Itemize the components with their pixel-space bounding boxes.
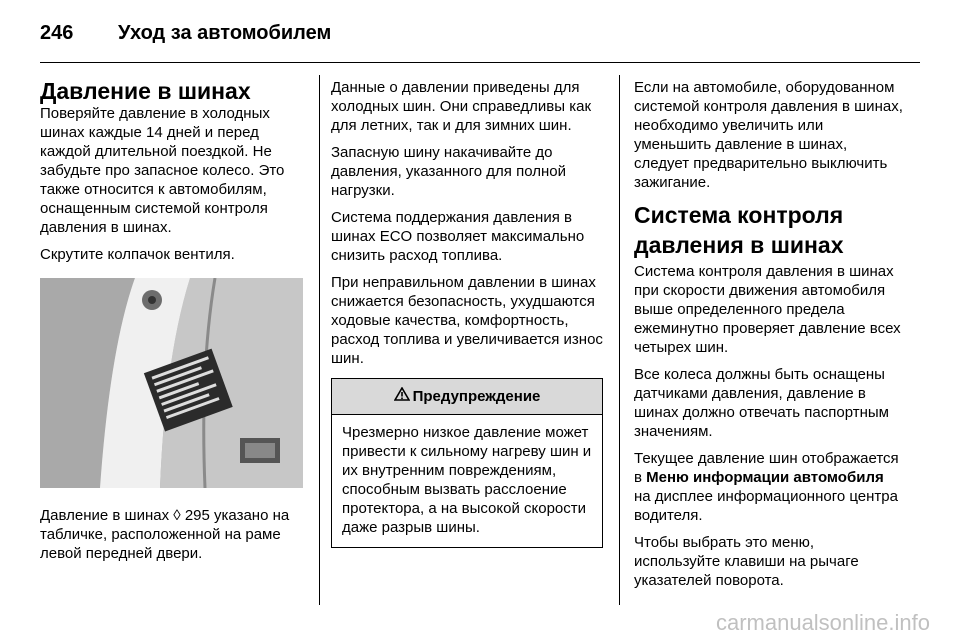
text-run: на дисплее информационного центра водителя. bbox=[634, 488, 898, 524]
section-heading-tpms: Система контроля давления в шинах bbox=[634, 202, 844, 258]
header-divider bbox=[40, 62, 920, 63]
paragraph bbox=[634, 449, 904, 525]
watermark: carmanualsonline.info bbox=[715, 610, 930, 635]
section-heading-tire-pressure: Давление в шинах bbox=[40, 78, 251, 104]
column-2 bbox=[331, 78, 603, 548]
paragraph: Все колеса должны быть оснащены датчиками давления, давление в шинах должно отвечать паспортным значениям. bbox=[634, 366, 889, 440]
warning-header bbox=[332, 379, 602, 415]
paragraph: Поверяйте давление в холодных шинах каждые 14 дней и перед каждой длительной поездкой. Не забудьте про запасное колесо. Это также относится к автомобилям, оснащенным системой контроля давления в шинах. bbox=[40, 105, 285, 236]
paragraph: Скрутите колпачок вентиля. bbox=[40, 246, 235, 263]
warning-title: Предупреждение bbox=[412, 388, 541, 405]
paragraph: Данные о давлении приведены для холодных шин. Они справедливы как для летних, так и для зимних шин. bbox=[331, 79, 592, 134]
door-frame-tire-label-photo bbox=[40, 278, 303, 488]
chapter-title: Уход за автомобилем bbox=[118, 22, 332, 44]
column-divider-2 bbox=[619, 75, 620, 605]
paragraph: Запасную шину накачивайте до давления, указанного для полной нагрузки. bbox=[331, 144, 566, 199]
paragraph: Система поддержания давления в шинах ECO позволяет максимально снизить расход топлива. bbox=[331, 209, 585, 264]
menu-name-vehicle-info: Меню информации автомобиля bbox=[646, 469, 884, 486]
column-3 bbox=[634, 78, 904, 598]
column-1 bbox=[40, 78, 305, 571]
paragraph: При неправильном давлении в шинах снижается безопасность, ухудшаются ходовые качества, комфортность, расход топлива и увеличивается износ шин. bbox=[331, 274, 603, 367]
paragraph: Чтобы выбрать это меню, используйте клавиши на рычаге указателей поворота. bbox=[634, 534, 859, 589]
column-divider-1 bbox=[319, 75, 320, 605]
paragraph: Система контроля давления в шинах при скорости движения автомобиля выше определенного предела ежеминутно проверяет давление всех четырех шин. bbox=[634, 263, 901, 356]
warning-triangle-icon bbox=[394, 387, 410, 406]
page-number: 246 bbox=[40, 22, 74, 44]
warning-box bbox=[331, 378, 603, 548]
page-header bbox=[40, 22, 331, 45]
text-run: Текущее давление шин отображается в bbox=[634, 450, 899, 486]
photo-caption: Давление в шинах ◊ 295 указано на табличке, расположенной на раме левой передней двери. bbox=[40, 507, 290, 562]
paragraph: Если на автомобиле, оборудованном системой контроля давления в шинах, необходимо увеличить или уменьшить давление в шинах, следует предварительно выключить зажигание. bbox=[634, 79, 903, 191]
warning-text: Чрезмерно низкое давление может привести к сильному нагреву шин и их внутренним повреждениям, способным вызвать расслоение протектора, а на высокой скорости даже разрыв шины. bbox=[342, 424, 592, 536]
